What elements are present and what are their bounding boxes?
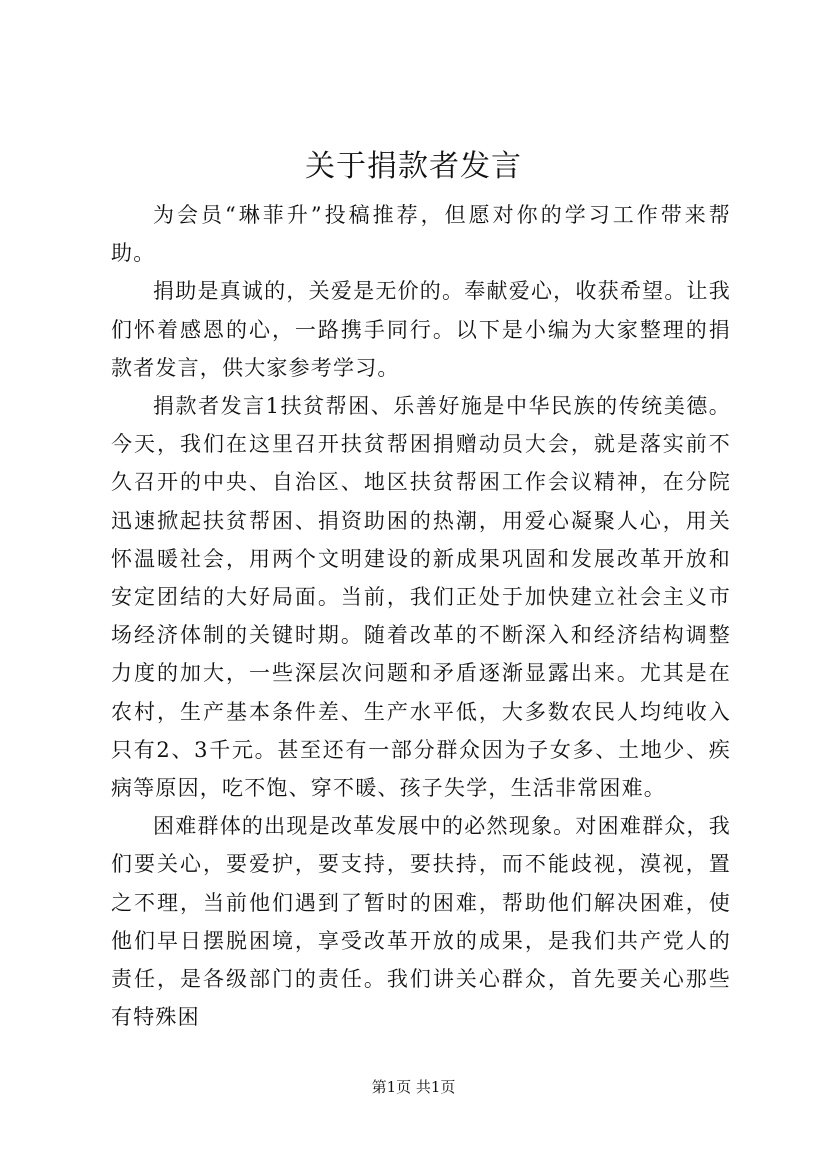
paragraph-summary: 捐助是真诚的，关爱是无价的。奉献爱心，收获希望。让我们怀着感恩的心，一路携手同行。以下是小编为大家整理的捐款者发言，供大家参考学习。 (111, 279, 731, 380)
paragraph-intro: 为会员“琳菲升”投稿推荐，但愿对你的学习工作带来帮助。 (111, 203, 731, 266)
paragraph-speech-2: 困难群体的出现是改革发展中的必然现象。对困难群众，我们要关心，要爱护，要支持，要扶持，而不能歧视，漠视，置之不理，当前他们遇到了暂时的困难，帮助他们解决困难，使他们早日摆脱困境，享受改革开放的成果，是我们共产党人的责任，是各级部门的责任。我们讲关心群众，首先要关心那些有特殊困 (111, 814, 731, 1030)
document-body (111, 196, 731, 1036)
document-title: 关于捐款者发言 (305, 149, 522, 184)
paragraph-speech-1: 捐款者发言1扶贫帮困、乐善好施是中华民族的传统美德。今天，我们在这里召开扶贫帮困捐赠动员大会，就是落实前不久召开的中央、自治区、地区扶贫帮困工作会议精神，在分院迅速掀起扶贫帮困、捐资助困的热潮，用爱心凝聚人心，用关怀温暖社会，用两个文明建设的新成果巩固和发展改革开放和安定团结的大好局面。当前，我们正处于加快建立社会主义市场经济体制的关键时期。随着改革的不断深入和经济结构调整力度的加大，一些深层次问题和矛盾逐渐显露出来。尤其是在农村，生产基本条件差、生产水平低，大多数农民人均纯收入只有2、3千元。甚至还有一部分群众因为子女多、土地少、疾病等原因，吃不饱、穿不暖、孩子失学，生活非常困难。 (111, 394, 731, 801)
page-number-footer: 第1页 共1页 (371, 1078, 456, 1096)
